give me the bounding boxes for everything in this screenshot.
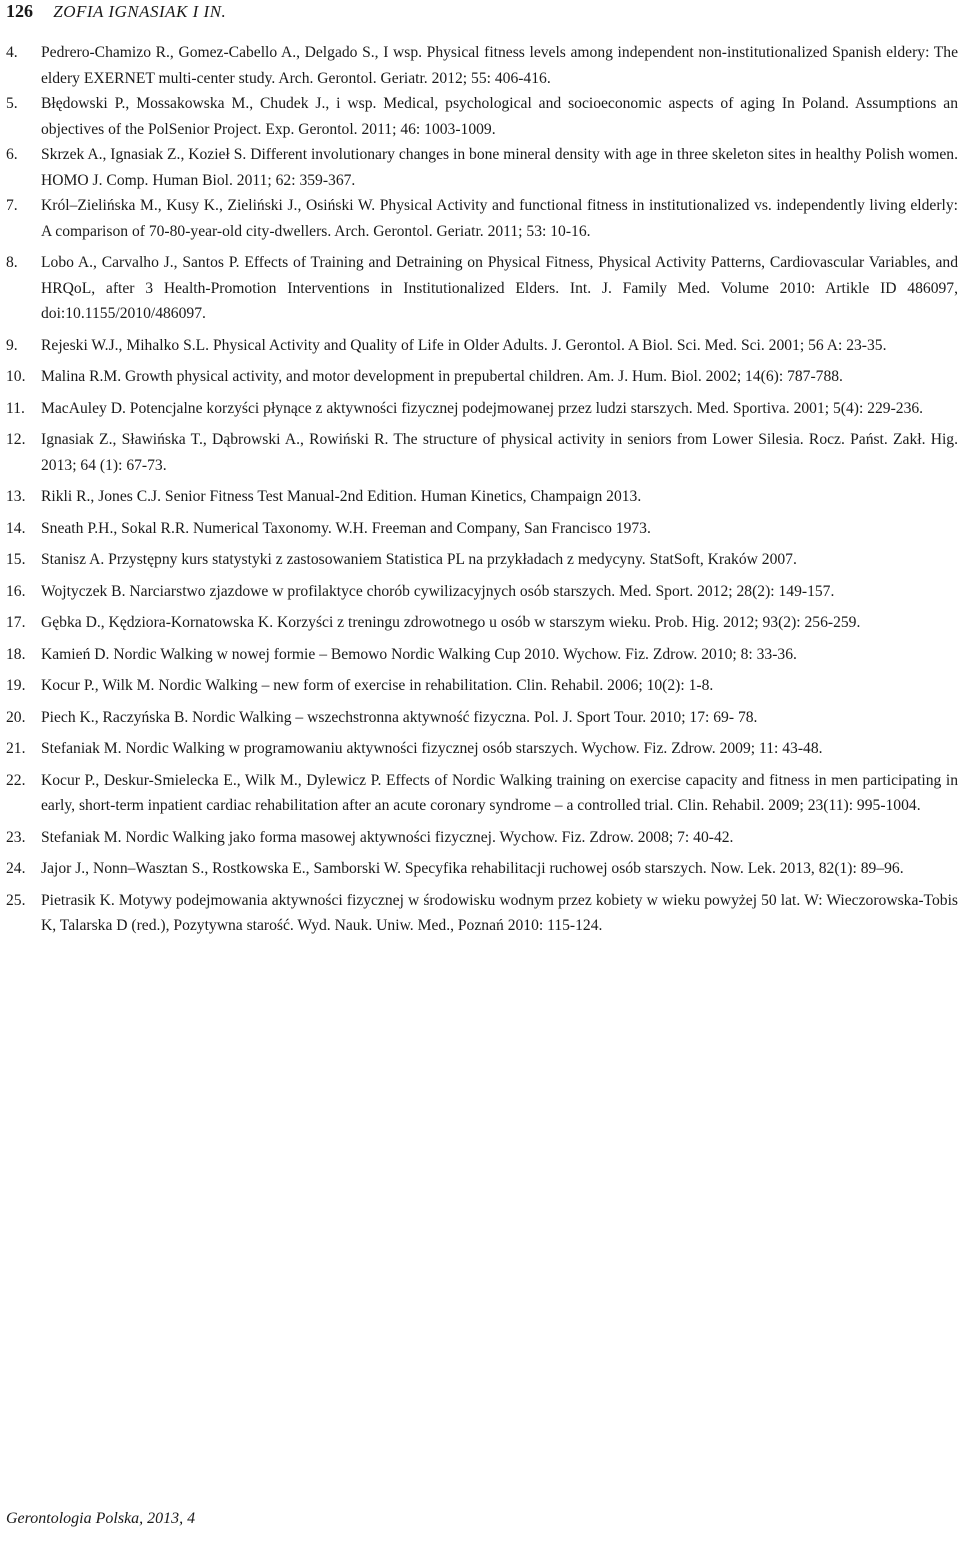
reference-number: 18. bbox=[6, 645, 26, 663]
reference-text: Król–Zielińska M., Kusy K., Zieliński J., Osiński W. Physical Activity and functional fitness in institutionalized vs. independently living elderly: A comparison of 70-80-year-old city-dwellers. Arch. Gerontol. Geriatr. 2011; 53: 10-16. bbox=[41, 197, 958, 240]
reference-text: Stefaniak M. Nordic Walking w programowaniu aktywności fizycznej osób starszych. Wychow. Fiz. Zdrow. 2009; 11: 43-48. bbox=[41, 740, 823, 757]
reference-item bbox=[6, 547, 958, 573]
reference-item bbox=[6, 333, 958, 359]
reference-item bbox=[6, 364, 958, 390]
reference-text: Pietrasik K. Motywy podejmowania aktywności fizycznej w środowisku wodnym przez kobiety w wieku powyżej 50 lat. W: Wieczorowska-Tobis K, Talarska D (red.), Pozytywna starość. Wyd. Nauk. Uniw. Med., Poznań 2010: 115-124. bbox=[41, 891, 958, 934]
reference-item bbox=[6, 91, 958, 142]
reference-text: Sneath P.H., Sokal R.R. Numerical Taxonomy. W.H. Freeman and Company, San Francisco 1973. bbox=[41, 519, 651, 537]
reference-item bbox=[6, 427, 958, 478]
reference-text: Stefaniak M. Nordic Walking jako forma masowej aktywności fizycznej. Wychow. Fiz. Zdrow. 2008; 7: 40-42. bbox=[41, 828, 734, 846]
reference-text: Skrzek A., Ignasiak Z., Kozieł S. Different involutionary changes in bone mineral density with age in three skeleton sites in healthy Polish women. HOMO J. Comp. Human Biol. 2011; 62: 359-367. bbox=[41, 146, 958, 189]
reference-item bbox=[6, 516, 958, 542]
reference-item bbox=[6, 856, 958, 882]
reference-item bbox=[6, 610, 958, 636]
reference-text: Lobo A., Carvalho J., Santos P. Effects of Training and Detraining on Physical Fitness, Physical Activity Patterns, Cardiovascular Variables, and HRQoL, after 3 Health-Promotion Interventions in Institutionalized Elders. Int. J. Family Med. Volume 2010: Artikle ID 486097, doi:10.1155/2010/486097. bbox=[41, 254, 958, 322]
reference-text: MacAuley D. Potencjalne korzyści płynące z aktywności fizycznej podejmowanej przez ludzi starszych. Med. Sportiva. 2001; 5(4): 229-236. bbox=[41, 399, 924, 417]
reference-number: 14. bbox=[6, 519, 26, 537]
reference-number: 17. bbox=[6, 614, 26, 631]
reference-number: 25. bbox=[6, 891, 26, 909]
reference-text: Kocur P., Wilk M. Nordic Walking – new form of exercise in rehabilitation. Clin. Rehabil. 2006; 10(2): 1-8. bbox=[41, 677, 714, 694]
running-title: ZOFIA IGNASIAK I IN. bbox=[53, 2, 227, 21]
reference-text: Gębka D., Kędziora-Kornatowska K. Korzyści z treningu zdrowotnego u osób w starszym wieku. Prob. Hig. 2012; 93(2): 256-259. bbox=[41, 614, 861, 631]
reference-text: Stanisz A. Przystępny kurs statystyki z zastosowaniem Statistica PL na przykładach z medycyny. StatSoft, Kraków 2007. bbox=[41, 551, 797, 568]
reference-text: Rikli R., Jones C.J. Senior Fitness Test Manual-2nd Edition. Human Kinetics, Champaign 2013. bbox=[41, 488, 642, 505]
reference-number: 20. bbox=[6, 708, 26, 726]
reference-list bbox=[6, 40, 958, 939]
reference-item bbox=[6, 705, 958, 731]
page-header bbox=[6, 0, 226, 23]
reference-number: 9. bbox=[6, 336, 18, 354]
reference-number: 24. bbox=[6, 860, 26, 877]
reference-number: 13. bbox=[6, 488, 26, 505]
reference-item bbox=[6, 768, 958, 819]
reference-item bbox=[6, 579, 958, 605]
page-number: 126 bbox=[6, 1, 33, 21]
reference-item bbox=[6, 193, 958, 244]
reference-number: 22. bbox=[6, 771, 26, 789]
reference-number: 21. bbox=[6, 740, 26, 757]
reference-number: 15. bbox=[6, 551, 26, 568]
reference-number: 11. bbox=[6, 399, 25, 417]
reference-item bbox=[6, 825, 958, 851]
reference-number: 23. bbox=[6, 828, 26, 846]
journal-footer: Gerontologia Polska, 2013, 4 bbox=[6, 1510, 196, 1527]
reference-number: 6. bbox=[6, 146, 18, 163]
reference-item bbox=[6, 250, 958, 327]
reference-item bbox=[6, 736, 958, 762]
reference-text: Piech K., Raczyńska B. Nordic Walking – wszechstronna aktywność fizyczna. Pol. J. Sport Tour. 2010; 17: 69- 78. bbox=[41, 708, 758, 726]
reference-text: Kamień D. Nordic Walking w nowej formie – Bemowo Nordic Walking Cup 2010. Wychow. Fiz. Zdrow. 2010; 8: 33-36. bbox=[41, 645, 797, 663]
reference-item bbox=[6, 484, 958, 510]
reference-text: Kocur P., Deskur-Smielecka E., Wilk M., Dylewicz P. Effects of Nordic Walking training on exercise capacity and fitness in men participating in early, short-term inpatient cardiac rehabilitation after an acute coronary syndrome – a controlled trial. Clin. Rehabil. 2009; 23(11): 995-1004. bbox=[41, 771, 958, 814]
reference-text: Ignasiak Z., Sławińska T., Dąbrowski A., Rowiński R. The structure of physical activity in seniors from Lower Silesia. Rocz. Państ. Zakł. Hig. 2013; 64 (1): 67-73. bbox=[41, 431, 958, 474]
reference-text: Rejeski W.J., Mihalko S.L. Physical Activity and Quality of Life in Older Adults. J. Gerontol. A Biol. Sci. Med. Sci. 2001; 56 A: 23-35. bbox=[41, 336, 887, 354]
reference-number: 16. bbox=[6, 582, 26, 600]
reference-text: Błędowski P., Mossakowska M., Chudek J., i wsp. Medical, psychological and socioeconomic aspects of aging In Poland. Assumptions an objectives of the PolSenior Project. Exp. Gerontol. 2011; 46: 1003-1009. bbox=[41, 95, 958, 138]
reference-number: 19. bbox=[6, 677, 26, 694]
reference-number: 7. bbox=[6, 197, 18, 214]
reference-item bbox=[6, 673, 958, 699]
reference-number: 8. bbox=[6, 254, 18, 271]
reference-item bbox=[6, 642, 958, 668]
reference-item bbox=[6, 40, 958, 91]
reference-item bbox=[6, 888, 958, 939]
reference-text: Jajor J., Nonn–Wasztan S., Rostkowska E., Samborski W. Specyfika rehabilitacji ruchowej osób starszych. Now. Lek. 2013, 82(1): 89–96. bbox=[41, 860, 904, 877]
reference-item bbox=[6, 142, 958, 193]
reference-text: Pedrero-Chamizo R., Gomez-Cabello A., Delgado S., I wsp. Physical fitness levels among independent non-institutionalized Spanish eldery: The eldery EXERNET multi-center study. Arch. Gerontol. Geriatr. 2012; 55: 406-416. bbox=[41, 44, 958, 87]
reference-number: 4. bbox=[6, 44, 18, 61]
reference-number: 10. bbox=[6, 368, 26, 385]
reference-text: Malina R.M. Growth physical activity, and motor development in prepubertal children. Am. J. Hum. Biol. 2002; 14(6): 787-788. bbox=[41, 368, 843, 385]
reference-number: 12. bbox=[6, 431, 26, 448]
reference-number: 5. bbox=[6, 95, 18, 112]
reference-text: Wojtyczek B. Narciarstwo zjazdowe w profilaktyce chorób cywilizacyjnych osób starszych. Med. Sport. 2012; 28(2): 149-157. bbox=[41, 582, 835, 600]
reference-item bbox=[6, 396, 958, 422]
